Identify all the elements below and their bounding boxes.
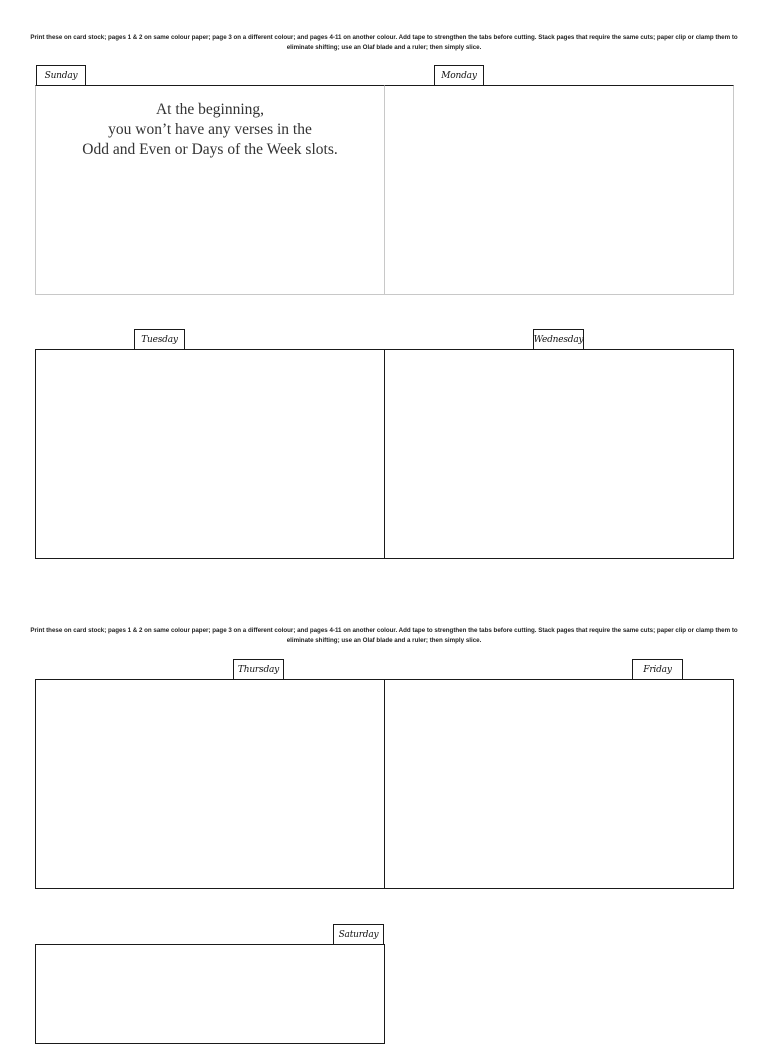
friday-card (384, 679, 734, 889)
thursday-card (35, 679, 385, 889)
tab-thursday: Thursday (233, 659, 284, 680)
saturday-card (35, 944, 385, 1044)
wednesday-card (384, 349, 734, 559)
tab-saturday: Saturday (333, 924, 384, 945)
note-line: Odd and Even or Days of the Week slots. (82, 141, 338, 158)
tab-tuesday: Tuesday (134, 329, 185, 350)
tab-sunday: Sunday (36, 65, 86, 86)
tab-wednesday: Wednesday (533, 329, 584, 350)
note-line: At the beginning, (155, 101, 265, 118)
print-instructions: Print these on card stock; pages 1 & 2 on same colour paper; page 3 on a different colour; and pages 4-11 on another colour. Add tape to strengthen the tabs before cutting. Stack pages that require the same cuts; paper clip or clamp them to eliminate shifting; use an Olaf blade and a ruler; then simply slice. (30, 627, 738, 644)
tab-monday: Monday (434, 65, 484, 86)
tab-friday: Friday (632, 659, 683, 680)
card-note (36, 100, 384, 160)
tuesday-card (35, 349, 385, 559)
note-line: you won’t have any verses in the (108, 121, 312, 138)
monday-card (384, 85, 734, 295)
print-instructions: Print these on card stock; pages 1 & 2 on same colour paper; page 3 on a different colour; and pages 4-11 on another colour. Add tape to strengthen the tabs before cutting. Stack pages that require the same cuts; paper clip or clamp them to eliminate shifting; use an Olaf blade and a ruler; then simply slice. (30, 34, 738, 51)
